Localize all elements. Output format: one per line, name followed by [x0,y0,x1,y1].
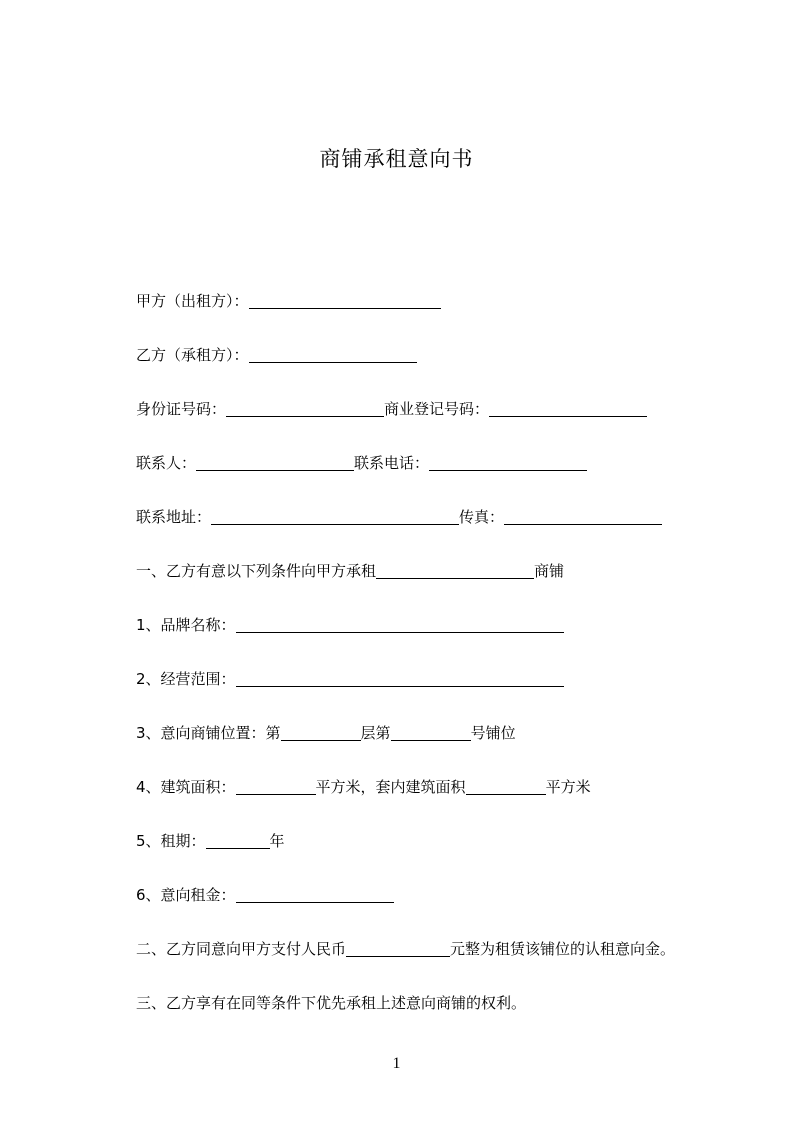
party-b-blank [249,346,417,363]
id-business-line [136,399,647,419]
item-4-mid: 平方米，套内建筑面积 [315,778,466,796]
item-4-prefix: 4、建筑面积： [136,778,236,796]
item-6-blank [236,886,394,903]
party-a-line [136,291,441,311]
item-2-label: 2、经营范围： [136,670,236,688]
contact-person-blank [196,454,354,471]
id-number-label: 身份证号码： [136,400,227,418]
clause-1-suffix: 商铺 [534,562,565,580]
clause-1-blank [376,562,534,579]
contact-address-blank [211,508,459,525]
item-3-line [136,723,516,743]
item-2-blank [236,670,564,687]
item-6-label: 6、意向租金： [136,886,236,904]
clause-1-line [136,561,564,581]
item-5-suffix: 年 [269,832,285,850]
contact-address-label: 联系地址： [136,508,212,526]
party-b-label: 乙方（承租方）： [136,346,249,364]
item-3-suffix: 号铺位 [470,724,516,742]
clause-2-line [136,939,675,959]
clause-2-prefix: 二、乙方同意向甲方支付人民币 [136,940,347,958]
item-1-line [136,615,564,635]
item-5-prefix: 5、租期： [136,832,206,850]
address-fax-line [136,507,662,527]
contact-line [136,453,587,473]
party-a-blank [249,292,441,309]
item-1-blank [236,616,564,633]
contact-phone-blank [429,454,587,471]
item-5-line [136,831,285,851]
party-a-label: 甲方（出租方）： [136,292,249,310]
document-title: 商铺承租意向书 [319,147,474,171]
item-2-line [136,669,564,689]
item-3-mid: 层第 [360,724,391,742]
item-3-prefix: 3、意向商铺位置：第 [136,724,281,742]
item-6-line [136,885,394,905]
item-4-line [136,777,591,797]
party-b-line [136,345,417,365]
item-4-inner-area-blank [466,778,546,795]
business-reg-label: 商业登记号码： [384,400,490,418]
clause-2-suffix: 元整为租赁该铺位的认租意向金。 [450,940,676,958]
item-5-blank [206,832,270,849]
contact-person-label: 联系人： [136,454,197,472]
item-3-unit-blank [391,724,471,741]
clause-1-prefix: 一、乙方有意以下列条件向甲方承租 [136,562,377,580]
item-4-suffix: 平方米 [545,778,591,796]
clause-2-blank [346,940,450,957]
contact-phone-label: 联系电话： [354,454,430,472]
item-3-floor-blank [281,724,361,741]
item-4-area-blank [236,778,316,795]
page-number: 1 [392,1055,401,1072]
business-reg-blank [489,400,647,417]
item-1-label: 1、品牌名称： [136,616,236,634]
clause-3-line: 三、乙方享有在同等条件下优先承租上述意向商铺的权利。 [136,994,527,1012]
fax-blank [504,508,662,525]
fax-label: 传真： [459,508,505,526]
id-number-blank [226,400,384,417]
